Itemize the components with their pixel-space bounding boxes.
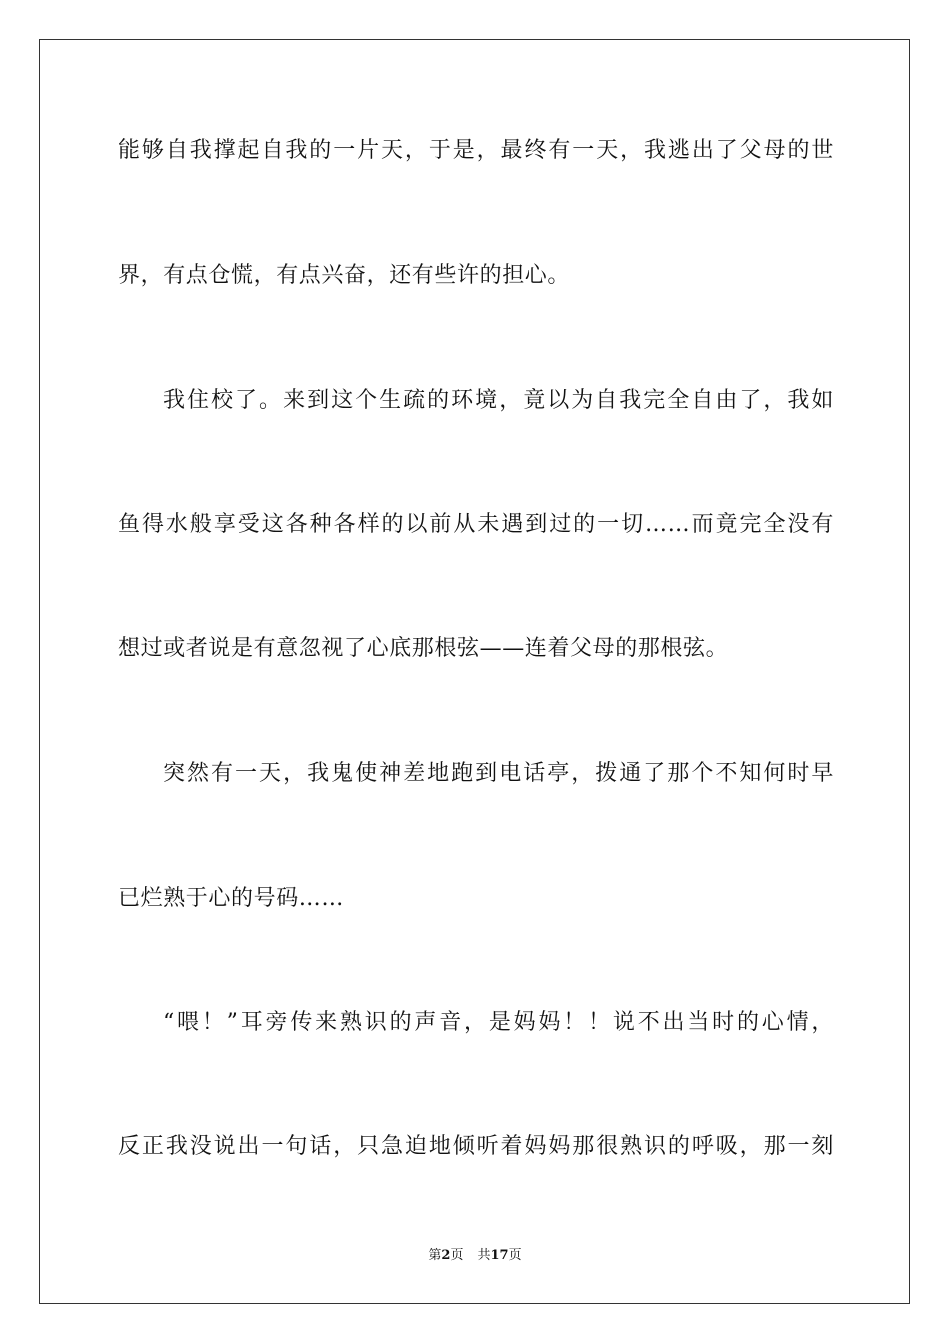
- footer-page-suffix: 页: [450, 1248, 464, 1263]
- footer-page-prefix: 第: [428, 1248, 442, 1263]
- body-line-9: 反正我没说出一句话，只急迫地倾听着妈妈那很熟识的呼吸，那一刻: [118, 1134, 834, 1159]
- body-line-7: 已烂熟于心的号码……: [118, 886, 345, 911]
- page-border: [39, 39, 910, 1304]
- footer-total-suffix: 页: [508, 1248, 522, 1263]
- page-footer: [0, 1247, 950, 1265]
- body-line-2: 界，有点仓慌，有点兴奋，还有些许的担心。: [118, 263, 571, 288]
- footer-total-pages: 17: [490, 1248, 509, 1263]
- body-line-6: 突然有一天，我鬼使神差地跑到电话亭，拨通了那个不知何时早: [163, 761, 834, 786]
- body-line-4: 鱼得水般享受这各种各样的以前从未遇到过的一切……而竟完全没有: [118, 512, 834, 537]
- body-line-8: “喂！”耳旁传来熟识的声音，是妈妈！！说不出当时的心情，: [163, 1010, 834, 1035]
- body-line-5: 想过或者说是有意忽视了心底那根弦——连着父母的那根弦。: [118, 636, 729, 661]
- body-line-1: 能够自我撑起自我的一片天，于是，最终有一天，我逃出了父母的世: [118, 138, 834, 163]
- body-line-3: 我住校了。来到这个生疏的环境，竟以为自我完全自由了，我如: [163, 388, 834, 413]
- footer-total-prefix: 共: [477, 1248, 491, 1263]
- footer-current-page: 2: [441, 1248, 451, 1263]
